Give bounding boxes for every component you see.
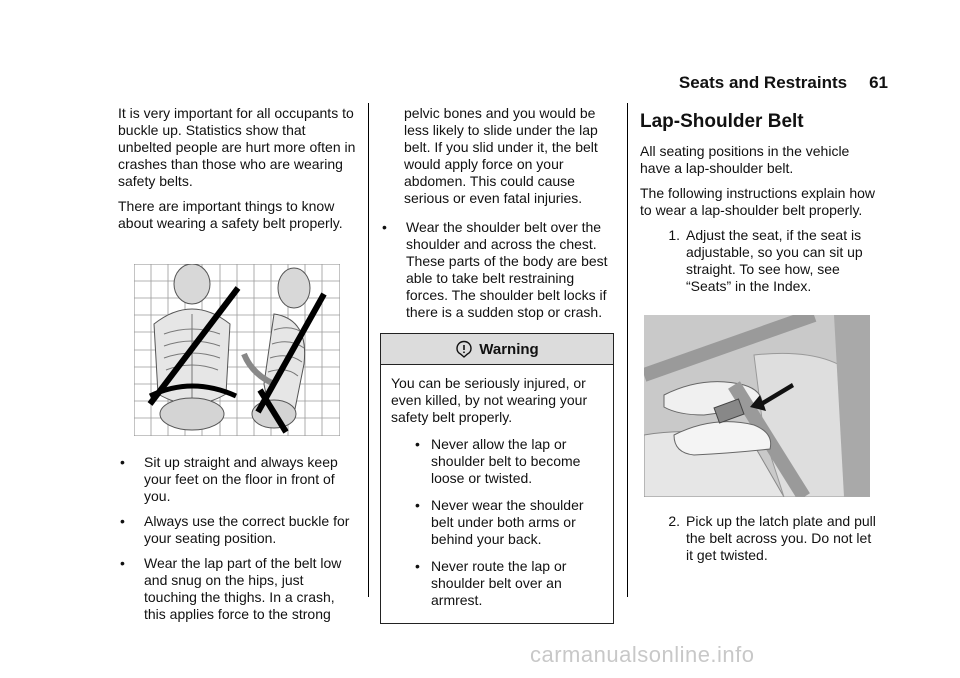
warning-item-text: Never wear the shoulder belt under both arms or behind your back. [431,497,584,547]
skeleton-belt-illustration [134,264,340,436]
section-heading: Lap-Shoulder Belt [640,111,804,132]
paragraph: It is very important for all occupants to buckle up. Statistics show that unbelted people are hurt more often in crashes than those who are wearing safety belts. [118,105,356,189]
warning-title: Warning [479,340,539,358]
bullet-marker: • [120,454,125,470]
bullet-marker: • [415,436,420,452]
lap-shoulder-belt-illustration [644,315,870,497]
watermark-footer: carmanualsonline.info [530,642,755,667]
warning-item-text: Never route the lap or shoulder belt over an armrest. [431,558,567,608]
list-item [380,219,616,321]
bullet-text: Wear the shoulder belt over the shoulder and across the chest. These parts of the body are best able to take belt restraining forces. The shoulder belt locks if there is a sudden stop or crash. [406,219,608,320]
step-number: 1. [668,227,680,243]
warning-item [415,497,605,548]
warning-header [381,334,613,365]
step-number: 2. [668,513,680,529]
bullet-text: Always use the correct buckle for your seating position. [144,513,350,546]
numbered-step [640,513,880,564]
paragraph: All seating positions in the vehicle have a lap-shoulder belt. [640,143,850,176]
warning-body [381,365,613,623]
column-1 [118,105,360,631]
warning-icon [455,340,473,358]
warning-item [415,558,605,609]
bullet-marker: • [415,558,420,574]
bullet-marker: • [120,555,125,571]
warning-item [415,436,605,487]
page-number: 61 [869,73,888,92]
numbered-step [640,227,880,295]
step-text: Pick up the latch plate and pull the belt across you. Do not let it get twisted. [686,513,876,563]
column-2 [380,105,616,624]
bullet-marker: • [120,513,125,529]
warning-text: You can be seriously injured, or even killed, by not wearing your safety belt properly. [391,375,588,425]
column-divider [368,103,369,597]
list-item [118,454,360,505]
warning-box [380,333,614,624]
paragraph: The following instructions explain how to wear a lap-shoulder belt properly. [640,185,876,218]
bullet-text: Wear the lap part of the belt low and snug on the hips, just touching the thighs. In a crash, this applies force to the strong [144,555,342,622]
section-title: Seats and Restraints [678,73,848,92]
bullet-text: Sit up straight and always keep your feet on the floor in front of you. [144,454,338,504]
column-divider [627,103,628,597]
column-3 [640,105,880,572]
page-header [0,73,888,93]
bullet-marker: • [415,497,420,513]
list-item [118,513,360,547]
bullet-marker: • [382,219,387,235]
warning-item-text: Never allow the lap or shoulder belt to become loose or twisted. [431,436,581,486]
paragraph: There are important things to know about wearing a safety belt properly. [118,198,343,231]
continued-text: pelvic bones and you would be less likely to slide under the lap belt. If you slid under it, the belt would apply force on your abdomen. This could cause serious or even fatal injuries. [404,105,598,206]
list-item [118,555,360,623]
step-text: Adjust the seat, if the seat is adjustable, so you can sit up straight. To see how, see “Seats” in the Index. [686,227,863,294]
